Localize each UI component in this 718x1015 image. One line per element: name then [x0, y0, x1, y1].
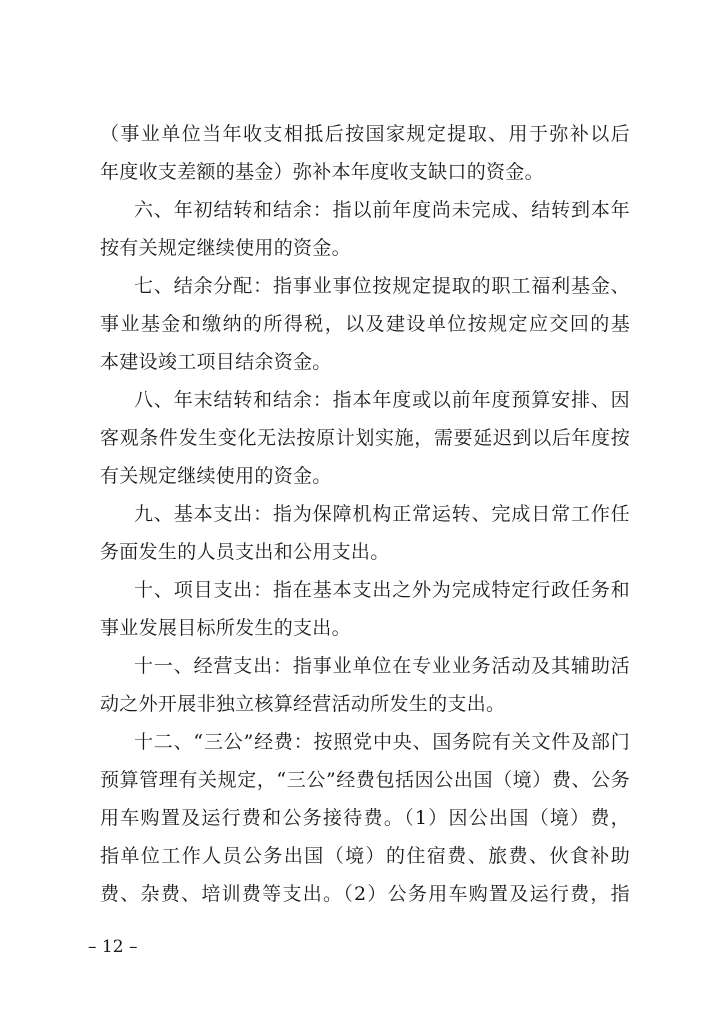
text-line: 预算管理有关规定，“三公”经费包括因公出国（境）费、公务: [100, 769, 630, 791]
text-line: 年度收支差额的基金）弥补本年度收支缺口的资金。: [100, 161, 544, 183]
text-line: 动之外开展非独立核算经营活动所发生的支出。: [100, 693, 506, 715]
text-line: 六、年初结转和结余：指以前年度尚未完成、结转到本年: [134, 199, 630, 221]
page-number: – 12 –: [88, 937, 138, 957]
text-line: 十二、“三公”经费：按照党中央、国务院有关文件及部门: [134, 731, 630, 753]
text-line: 事业基金和缴纳的所得税，以及建设单位按规定应交回的基: [100, 313, 630, 335]
text-line: 指单位工作人员公务出国（境）的住宿费、旅费、伙食补助: [100, 845, 630, 867]
text-line: 务面发生的人员支出和公用支出。: [100, 541, 390, 563]
text-line: 本建设竣工项目结余资金。: [100, 351, 332, 373]
text-line: 有关规定继续使用的资金。: [100, 465, 332, 487]
text-line: 十、项目支出：指在基本支出之外为完成特定行政任务和: [134, 579, 630, 601]
text-line: 按有关规定继续使用的资金。: [100, 237, 351, 259]
text-line: 十一、经营支出：指事业单位在专业业务活动及其辅助活: [134, 655, 630, 677]
text-line: 用车购置及运行费和公务接待费。（1）因公出国（境）费，: [100, 807, 630, 829]
text-line: 费、杂费、培训费等支出。（2）公务用车购置及运行费，指: [100, 883, 630, 905]
text-line: 九、基本支出：指为保障机构正常运转、完成日常工作任: [134, 503, 630, 525]
text-line: 客观条件发生变化无法按原计划实施，需要延迟到以后年度按: [100, 427, 630, 449]
text-line: 七、结余分配：指事业事位按规定提取的职工福利基金、: [134, 275, 630, 297]
text-line: 事业发展目标所发生的支出。: [100, 617, 351, 639]
text-line: （事业单位当年收支相抵后按国家规定提取、用于弥补以后: [100, 123, 630, 145]
text-line: 八、年末结转和结余：指本年度或以前年度预算安排、因: [134, 389, 630, 411]
